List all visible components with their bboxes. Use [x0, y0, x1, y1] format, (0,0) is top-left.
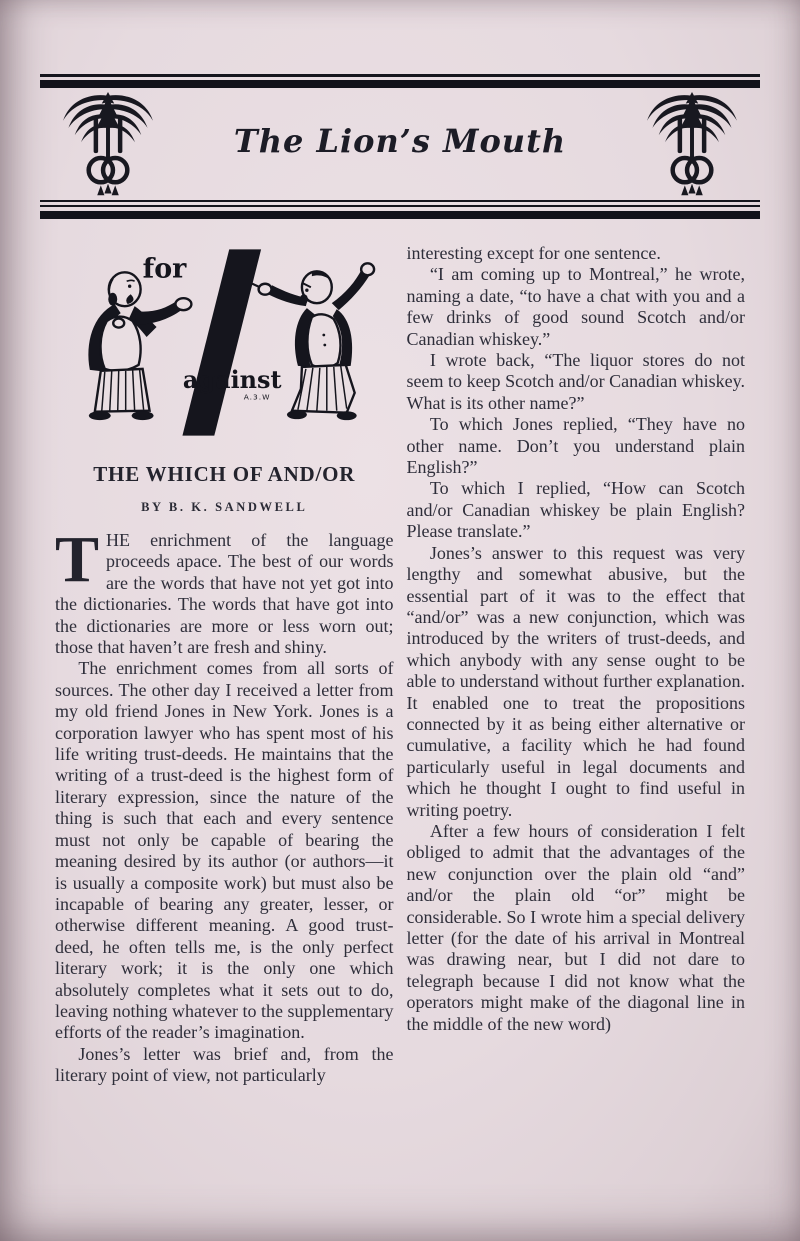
- masthead: [40, 88, 760, 200]
- header-bottom-divider: [40, 200, 760, 219]
- paragraph: To which Jones replied, “They have no other name. Don’t you understand plain English?”: [406, 414, 745, 478]
- left-column: [55, 243, 394, 1087]
- fleur-ornament-icon: [642, 92, 742, 198]
- slash-mark: [182, 249, 261, 435]
- article-title: THE WHICH OF AND/OR: [93, 462, 356, 486]
- paragraph: Jones’s letter was brief and, from the literary point of view, not particularly: [55, 1043, 394, 1086]
- top-divider: [40, 74, 760, 88]
- against-label: against: [182, 365, 282, 394]
- right-column: [407, 243, 746, 1087]
- paragraph: interesting except for one sentence.: [406, 243, 661, 263]
- paragraph: I wrote back, “The liquor stores do not seem to keep Scotch and/or Canadian whiskey. What is its other name?”: [406, 350, 745, 413]
- article-body: [55, 243, 745, 1087]
- happy-man-figure: [88, 272, 191, 420]
- paragraph: Jones’s answer to this request was very lengthy and somewhat abusive, but the essential part of it was to the effect that “and/or” was a new conjunction, which was introduced by the writers of trust-deeds, and which anybody with any sense ought to be able to understand without further explanation. It enabled one to treat the propositions connected by it as being either alternative or cumulative, a facility which he had found particularly useful in legal documents and which he thought I ought to find useful in writing poetry.: [406, 542, 745, 820]
- paragraph: “I am coming up to Montreal,” he wrote, naming a date, “to have a chat with you and a few drinks of good sound Scotch and/or Canadian whiskey.”: [406, 264, 745, 349]
- paragraph: To which I replied, “How can Scotch and/or Canadian whiskey be plain English? Please translate.”: [406, 478, 745, 542]
- artist-signature: A.3.W: [243, 392, 271, 402]
- paragraph: The enrichment comes from all sorts of sources. The other day I received a letter from my old friend Jones in New York. Jones is a corporation lawyer who has spent most of his life writing trust-deeds. He maintains that the writing of a trust-deed is the highest form of literary expression, since the nature of the thing is such that each and every sentence must not only be capable of bearing the meaning desired by its author (or authors—it is usually a composite work) but must also be incapable of bearing any greater, lesser, or otherwise different meaning. A good trust-deed, he often tells me, is the only perfect literary work; it is the only one which absolutely completes what it sets out to do, leaving nothing whatever to the supplementary efforts of the reader’s imagination.: [55, 658, 394, 1043]
- paragraph: After a few hours of consideration I felt obliged to admit that the advantages of the new conjunction over the plain old “and” and/or the plain old “or” might be considerable. So I wrote him a special delivery letter (for the date of his arrival in Montreal was drawing near, but I did not dare to telegraph because I did not know what the operators might make of the diagonal line in the middle of the new word): [406, 820, 745, 1034]
- drop-cap: T: [55, 523, 100, 596]
- for-label: for: [142, 253, 187, 285]
- section-title: The Lion’s Mouth: [233, 122, 567, 160]
- for-against-cartoon: [55, 243, 394, 439]
- article-byline: BY B. K. SANDWELL: [141, 500, 308, 514]
- paragraph: THE enrichment of the language proceeds apace. The best of our words are the words that have not yet got into the dictionaries. The words that have got into the dictionaries are more or less worn out; those that haven’t are fresh and shiny.: [55, 523, 394, 658]
